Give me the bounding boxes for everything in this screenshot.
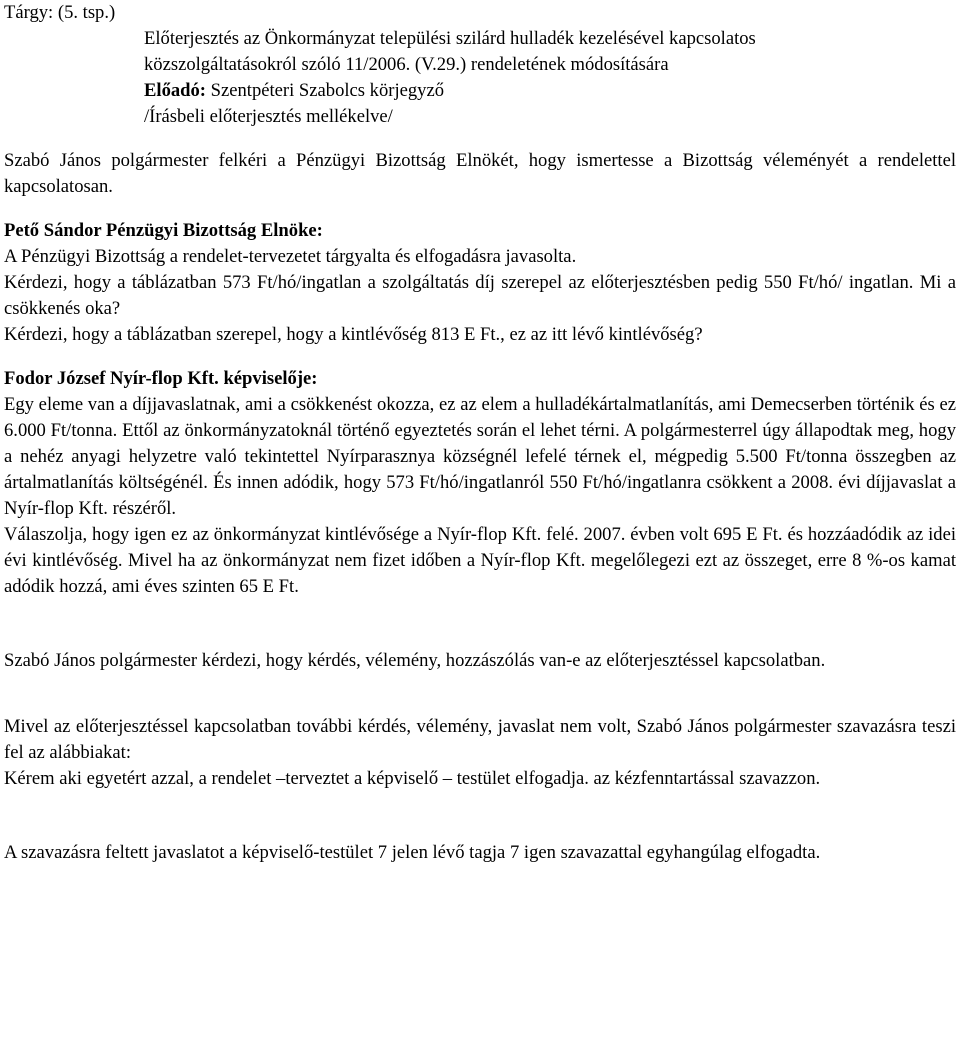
agenda-header	[4, 26, 956, 130]
subject-line: Tárgy: (5. tsp.)	[4, 2, 116, 23]
vote-result-paragraph: A szavazásra feltett javaslatot a képviselő-testület 7 jelen lévő tagja 7 igen szavazattal egyhangúlag elfogadta.	[4, 842, 821, 863]
presenter-line	[144, 78, 956, 104]
speaker-2-name: Fodor József Nyír-flop Kft. képviselője:	[4, 368, 318, 389]
speaker-1-name: Pető Sándor Pénzügyi Bizottság Elnöke:	[4, 220, 323, 241]
vote-call-paragraph: Mivel az előterjesztéssel kapcsolatban további kérdés, vélemény, javaslat nem volt, Szabó János polgármester szavazásra teszi fel az alábbiakat:	[4, 716, 956, 763]
vote-request-paragraph: Kérem aki egyetért azzal, a rendelet –terveztet a képviselő – testület elfogadja. az kézfenntartással szavazzon.	[4, 768, 821, 789]
mayor-question-paragraph: Szabó János polgármester kérdezi, hogy kérdés, vélemény, hozzászólás van-e az előterjesztéssel kapcsolatban.	[4, 650, 826, 671]
speaker-1-question-2: Kérdezi, hogy a táblázatban szerepel, hogy a kintlévőség 813 E Ft., ez az itt lévő kintlévőség?	[4, 324, 703, 345]
agenda-title-line-1: Előterjesztés az Önkormányzat települési szilárd hulladék kezelésével kapcsolatos	[144, 28, 756, 49]
speaker-1-question-1: Kérdezi, hogy a táblázatban 573 Ft/hó/ingatlan a szolgáltatás díj szerepel az előterjesztésben pedig 550 Ft/hó/ ingatlan. Mi a csökkenés oka?	[4, 272, 956, 319]
speaker-2-answer-2: Válaszolja, hogy igen ez az önkormányzat kintlévősége a Nyír-flop Kft. felé. 2007. évben volt 695 E Ft. és hozzáadódik az idei évi kintlévőség. Mivel ha az önkormányzat nem fizet időben a Nyír-flop Kft. megelőlegezi ezt az összeget, erre 8 %-os kamat adódik hozzá, ami éves szinten 65 E Ft.	[4, 524, 956, 597]
intro-paragraph: Szabó János polgármester felkéri a Pénzügyi Bizottság Elnökét, hogy ismertesse a Bizottság véleményét a rendelettel kapcsolatosan.	[4, 150, 956, 197]
presenter-label: Előadó:	[144, 80, 206, 101]
speaker-1-statement: A Pénzügyi Bizottság a rendelet-tervezetet tárgyalta és elfogadásra javasolta.	[4, 246, 577, 267]
agenda-title-line-2: közszolgáltatásokról szóló 11/2006. (V.29.) rendeletének módosítására	[144, 54, 669, 75]
attachment-note: /Írásbeli előterjesztés mellékelve/	[144, 106, 393, 127]
speaker-2-answer-1: Egy eleme van a díjjavaslatnak, ami a csökkenést okozza, ez az elem a hulladékártalmatlanítás, ami Demecserben történik és ez 6.000 Ft/tonna. Ettől az önkormányzatoknál történő egyeztetés során el lehet térni. A polgármesterrel úgy állapodtak meg, hogy a nehéz anyagi helyzetre való tekintettel Nyírparasznya községnél lefelé térnek el, mégpedig 5.500 Ft/tonna összegben az ártalmatlanítás költségénél. És innen adódik, hogy 573 Ft/hó/ingatlanról 550 Ft/hó/ingatlanra csökkent a 2008. évi díjjavaslat a Nyír-flop Kft. részéről.	[4, 394, 956, 519]
presenter-name: Szentpéteri Szabolcs körjegyző	[206, 80, 445, 101]
